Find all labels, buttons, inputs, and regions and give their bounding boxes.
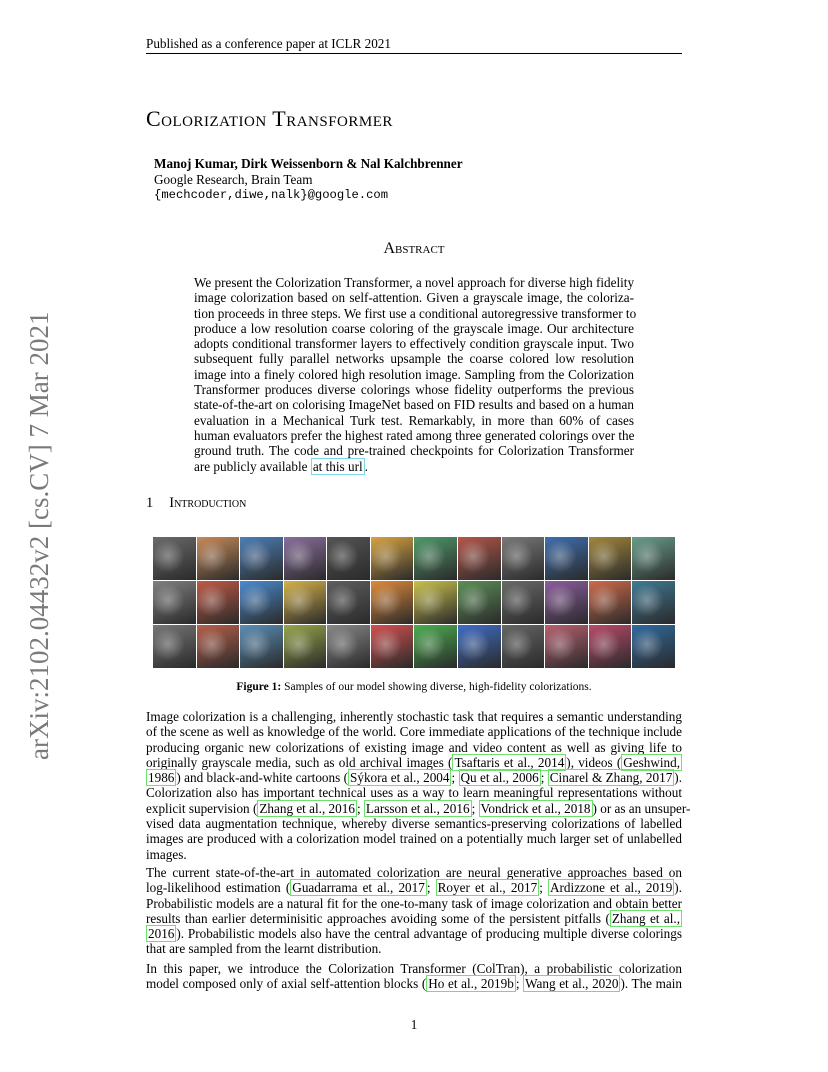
sample-van-color-2 bbox=[414, 537, 457, 580]
paragraph-line: that are sampled from the learnt distribution. bbox=[146, 941, 382, 957]
abstract-line: tion proceeds in three steps. We first use a conditional autoregressive transformer to bbox=[194, 305, 637, 321]
sample-field-grayscale bbox=[327, 625, 370, 668]
paper-title: Colorization Transformer bbox=[146, 106, 393, 131]
abstract-line: subsequent fully parallel networks upsample the coarse colored low resolution bbox=[194, 351, 634, 367]
citation-link[interactable]: Guadarrama et al., 2017 bbox=[292, 880, 425, 896]
arxiv-identifier: arXiv:2102.04432v2 [cs.CV] 7 Mar 2021 bbox=[24, 311, 54, 760]
paragraph-line: Colorization also has important technical uses as a way to learn meaningful representations without bbox=[146, 785, 682, 801]
abstract-line: ground truth. The code and pre-trained checkpoints for Colorization Transformer bbox=[194, 443, 634, 459]
paragraph-line: producing organic new colorizations of existing image and video content as well as giving life to bbox=[146, 739, 682, 755]
paragraph-line: vised data augmentation technique, whereby diverse semantics-preserving colorizations of labelled bbox=[146, 816, 682, 832]
figure-caption-text: Samples of our model showing diverse, high-fidelity colorizations. bbox=[281, 681, 592, 693]
sample-field-color-1 bbox=[371, 625, 414, 668]
citation-link[interactable]: Zhang et al., bbox=[611, 910, 680, 926]
paragraph-line: Probabilistic models are a natural fit for the one-to-many task of image colorization and obtain better bbox=[146, 895, 682, 911]
sample-beetle-color-1 bbox=[197, 581, 240, 624]
citation-link[interactable]: Zhang et al., 2016 bbox=[259, 800, 355, 816]
sample-field-color-3 bbox=[458, 625, 501, 668]
paragraph-line: originally grayscale media, such as old archival images ( Tsaftaris et al., 2014 ), videos ( Geshwind, bbox=[146, 754, 680, 770]
page-number: 1 bbox=[410, 1017, 418, 1032]
colorization-samples-figure bbox=[153, 537, 675, 668]
citation-link[interactable]: Sýkora et al., 2004 bbox=[350, 770, 450, 786]
sample-dancers-grayscale bbox=[153, 537, 196, 580]
abstract-line: state-of-the-art on colorising ImageNet based on FID results and based on a human bbox=[194, 397, 634, 413]
sample-beetle-color-3 bbox=[284, 581, 327, 624]
paragraph-line: Image colorization is a challenging, inherently stochastic task that requires a semantic understanding bbox=[146, 709, 682, 724]
sample-food-plate-grayscale bbox=[327, 581, 370, 624]
abstract-line: produce a low resolution coarse coloring of the grayscale image. Our architecture bbox=[194, 320, 634, 336]
sample-food-plate-color-2 bbox=[414, 581, 457, 624]
paragraph-line: images. bbox=[146, 846, 187, 862]
citation-link[interactable]: Ho et al., 2019b bbox=[428, 976, 514, 992]
sample-van-color-3 bbox=[458, 537, 501, 580]
citation-link[interactable]: Vondrick et al., 2018 bbox=[480, 800, 591, 816]
sample-shop-color-2 bbox=[240, 625, 283, 668]
sample-gloves-color-1 bbox=[545, 581, 588, 624]
paragraph-line: The current state-of-the-art in automated colorization are neural generative approaches based on bbox=[146, 865, 682, 880]
affiliation: Google Research, Brain Team bbox=[154, 172, 313, 187]
sample-gloves-grayscale bbox=[502, 581, 545, 624]
paragraph-1 bbox=[146, 709, 691, 862]
sample-gloves-color-3 bbox=[632, 581, 675, 624]
sample-field-color-2 bbox=[414, 625, 457, 668]
paragraph-line: 2016 ). Probabilistic models also have the central advantage of producing multiple diverse colorings bbox=[148, 926, 682, 942]
sample-kimonos-grayscale bbox=[502, 625, 545, 668]
sample-kimonos-color-1 bbox=[545, 625, 588, 668]
sample-flowers-color-1 bbox=[545, 537, 588, 580]
paragraph-line: model composed only of axial self-attention blocks ( Ho et al., 2019b ; Wang et al., 2020 ). The main bbox=[146, 976, 683, 992]
abstract-body bbox=[194, 275, 637, 474]
sample-shop-grayscale bbox=[153, 625, 196, 668]
paragraph-3 bbox=[146, 961, 682, 992]
abstract-heading: Abstract bbox=[383, 240, 445, 257]
author-email: {mechcoder,diwe,nalk}@google.com bbox=[154, 188, 389, 202]
abstract-line: Transformer produces diverse colorings whose fidelity outperforms the previous bbox=[194, 382, 634, 398]
sample-food-plate-color-3 bbox=[458, 581, 501, 624]
abstract-line: evaluation in a Mechanical Turk test. Remarkably, in more than 60% of cases bbox=[194, 412, 634, 428]
paragraph-2 bbox=[146, 865, 682, 957]
sample-dancers-color-2 bbox=[240, 537, 283, 580]
abstract-last-line: are publicly available at this url . bbox=[194, 458, 368, 474]
abstract-line: adopts conditional transformer layers to effectively condition grayscale input. Two bbox=[194, 336, 634, 352]
sample-dancers-color-1 bbox=[197, 537, 240, 580]
sample-flowers-color-2 bbox=[589, 537, 632, 580]
sample-kimonos-color-2 bbox=[589, 625, 632, 668]
abstract-line: We present the Colorization Transformer, a novel approach for diverse high fidelity bbox=[194, 275, 635, 290]
sample-shop-color-1 bbox=[197, 625, 240, 668]
citation-link[interactable]: Tsaftaris et al., 2014 bbox=[454, 754, 565, 770]
code-url-link[interactable]: at this url bbox=[312, 458, 363, 474]
sample-van-color-1 bbox=[371, 537, 414, 580]
citation-link[interactable]: 2016 bbox=[148, 926, 175, 942]
abstract-line: image into a finely colored high resolution image. Sampling from the Colorization bbox=[194, 366, 634, 382]
paragraph-line: 1986 ) and black-and-white cartoons ( Sýkora et al., 2004 ; Qu et al., 2006 ; Cinarel & Zhang, 2017 ). bbox=[148, 770, 682, 786]
citation-link[interactable]: Wang et al., 2020 bbox=[525, 976, 619, 992]
sample-beetle-color-2 bbox=[240, 581, 283, 624]
abstract-line: human evaluators prefer the highest rated among three generated colorings over the bbox=[194, 427, 635, 443]
sample-dancers-color-3 bbox=[284, 537, 327, 580]
citation-link[interactable]: Qu et al., 2006 bbox=[460, 770, 539, 786]
figure-label: Figure 1: bbox=[236, 681, 282, 693]
header-rule bbox=[146, 53, 682, 54]
sample-gloves-color-2 bbox=[589, 581, 632, 624]
section-title: Introduction bbox=[169, 495, 247, 511]
abstract-line: image colorization based on self-attention. Given a grayscale image, the coloriza- bbox=[194, 290, 634, 306]
paragraph-line: results than earlier determinisitic approaches avoiding some of the persistent pitfalls ( Zhang et al., bbox=[146, 910, 680, 926]
figure-caption bbox=[0, 681, 828, 693]
citation-link[interactable]: Geshwind, bbox=[623, 754, 680, 770]
paragraph-line: images are produced with a colorization model trained on a potentially much larger set of unlabelled bbox=[146, 831, 682, 847]
sample-flowers-color-3 bbox=[632, 537, 675, 580]
section-number: 1 bbox=[146, 495, 154, 511]
citation-link[interactable]: Cinarel & Zhang, 2017 bbox=[549, 770, 673, 786]
citation-link[interactable]: 1986 bbox=[148, 770, 175, 786]
sample-flowers-grayscale bbox=[502, 537, 545, 580]
section-heading bbox=[146, 495, 246, 512]
sample-shop-color-3 bbox=[284, 625, 327, 668]
author-list: Manoj Kumar, Dirk Weissenborn & Nal Kalchbrenner bbox=[154, 156, 463, 171]
citation-link[interactable]: Royer et al., 2017 bbox=[437, 880, 538, 896]
paragraph-line: log-likelihood estimation ( Guadarrama et al., 2017 ; Royer et al., 2017 ; Ardizzone et al., 2019 ). bbox=[146, 880, 682, 896]
running-header: Published as a conference paper at ICLR 2021 bbox=[146, 36, 391, 51]
sample-food-plate-color-1 bbox=[371, 581, 414, 624]
sample-van-grayscale bbox=[327, 537, 370, 580]
paragraph-line: In this paper, we introduce the Colorization Transformer (ColTran), a probabilistic colorization bbox=[146, 961, 682, 976]
sample-beetle-grayscale bbox=[153, 581, 196, 624]
citation-link[interactable]: Ardizzone et al., 2019 bbox=[550, 880, 673, 896]
sample-kimonos-color-3 bbox=[632, 625, 675, 668]
citation-link[interactable]: Larsson et al., 2016 bbox=[365, 800, 470, 816]
paragraph-line: of the scene as well as knowledge of the world. Core immediate applications of the technique include bbox=[146, 724, 682, 740]
paragraph-line: explicit supervision ( Zhang et al., 2016 ; Larsson et al., 2016 ; Vondrick et al., 2018 ) or as an unsuper- bbox=[146, 800, 691, 816]
